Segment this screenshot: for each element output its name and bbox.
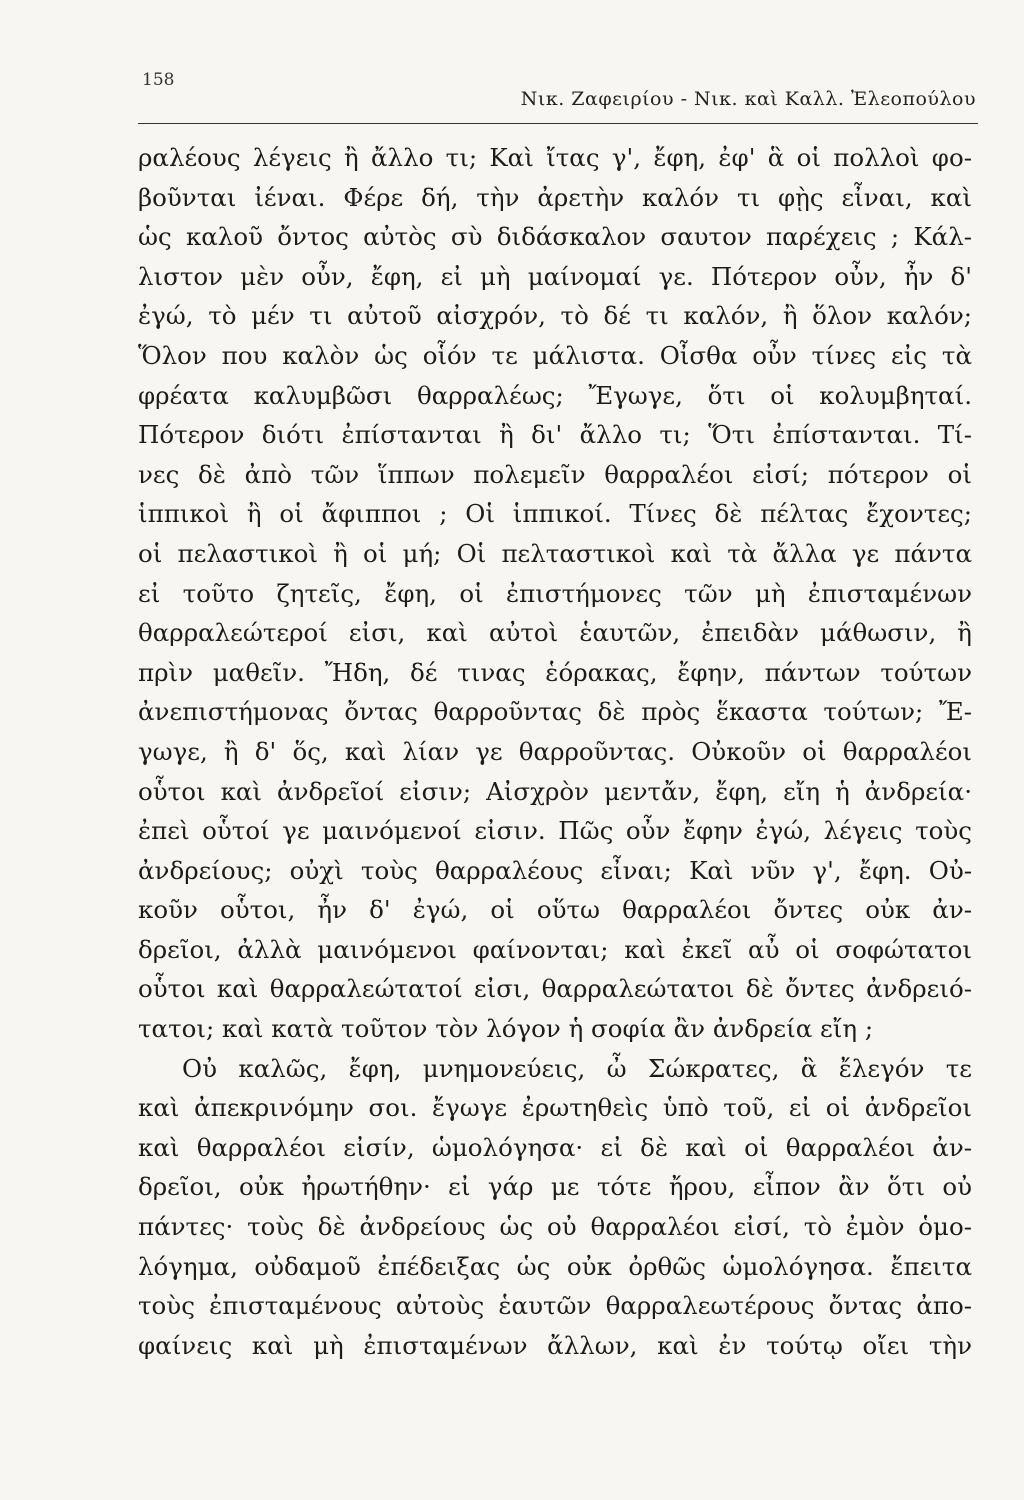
text-line: Ὅλον που καλὸν ὡς οἷόν τε μάλιστα. Οἶσθα οὖν τίνες εἰς τὰ bbox=[138, 340, 972, 370]
text-line: ἀνδρείους; οὐχὶ τοὺς θαρραλέους εἶναι; Καὶ νῦν γ', ἔφη. Οὐ- bbox=[138, 855, 972, 885]
text-line: ἐγώ, τὸ μέν τι αὐτοῦ αἰσχρόν, τὸ δέ τι καλόν, ἢ ὅλον καλόν; bbox=[138, 301, 972, 331]
text-line: ραλέους λέγεις ἢ ἄλλο τι; Καὶ ἴτας γ', ἔφη, ἐφ' ἃ οἱ πολλοὶ φο- bbox=[138, 143, 972, 172]
text-line: τοὺς ἐπισταμένους αὐτοὺς ἑαυτῶν θαρραλεωτέρους ὄντας ἀπο- bbox=[138, 1291, 972, 1321]
text-line: Πότερον διότι ἐπίστανται ἢ δι' ἄλλο τι; Ὅτι ἐπίστανται. Τί- bbox=[138, 420, 972, 450]
page-number: 158 bbox=[142, 70, 175, 90]
text-line: ἀνεπιστήμονας ὄντας θαρροῦντας δὲ πρὸς ἕκαστα τούτων; Ἔ- bbox=[138, 697, 972, 727]
text-line: καὶ ἀπεκρινόμην σοι. ἔγωγε ἐρωτηθεὶς ὑπὸ τοῦ, εἰ οἱ ἀνδρεῖοι bbox=[138, 1093, 972, 1123]
text-line: νες δὲ ἀπὸ τῶν ἵππων πολεμεῖν θαρραλέοι εἰσί; πότερον οἱ bbox=[138, 459, 972, 489]
text-line: λιστον μὲν οὖν, ἔφη, εἰ μὴ μαίνομαί γε. Πότερον οὖν, ἦν δ' bbox=[138, 261, 972, 291]
text-line: εἰ τοῦτο ζητεῖς, ἔφη, οἱ ἐπιστήμονες τῶν μὴ ἐπισταμένων bbox=[138, 578, 972, 608]
header-rule bbox=[138, 123, 978, 124]
text-line: βοῦνται ἰέναι. Φέρε δή, τὴν ἀρετὴν καλόν τι φῂς εἶναι, καὶ bbox=[138, 182, 972, 212]
text-line: ἐπεὶ οὗτοί γε μαινόμενοί εἰσιν. Πῶς οὖν ἔφην ἐγώ, λέγεις τοὺς bbox=[138, 816, 972, 846]
paragraph-end-line: τατοι; καὶ κατὰ τοῦτον τὸν λόγον ἡ σοφία ἂν ἀνδρεία εἴη ; bbox=[138, 1014, 874, 1044]
text-line: λόγημα, οὐδαμοῦ ἐπέδειξας ὡς οὐκ ὀρθῶς ὡμολόγησα. ἔπειτα bbox=[138, 1251, 972, 1281]
text-line: ἱππικοὶ ἢ οἱ ἄφιπποι ; Οἱ ἱππικοί. Τίνες δὲ πέλτας ἔχοντες; bbox=[138, 499, 972, 529]
paragraph-start-line: Οὐ καλῶς, ἔφη, μνημονεύεις, ὦ Σώκρατες, ἃ ἔλεγόν τε bbox=[182, 1053, 972, 1083]
text-line: θαρραλεώτεροί εἰσι, καὶ αὐτοὶ ἑαυτῶν, ἐπειδὰν μάθωσιν, ἢ bbox=[138, 618, 972, 648]
text-line: φρέατα καλυμβῶσι θαρραλέως; Ἔγωγε, ὅτι οἱ κολυμβηταί. bbox=[138, 380, 972, 410]
text-line: καὶ θαρραλέοι εἰσίν, ὡμολόγησα· εἰ δὲ καὶ οἱ θαρραλέοι ἀν- bbox=[138, 1132, 972, 1162]
text-line: οἱ πελαστικοὶ ἢ οἱ μή; Οἱ πελταστικοὶ καὶ τὰ ἄλλα γε πάντα bbox=[138, 538, 972, 568]
text-line: οὗτοι καὶ ἀνδρεῖοί εἰσιν; Αἰσχρὸν μεντἄν, ἔφη, εἴη ἡ ἀνδρεία· bbox=[138, 776, 972, 806]
running-head: Νικ. Ζαφειρίου - Νικ. καὶ Καλλ. Ἐλεοπούλου bbox=[520, 88, 976, 110]
text-line: δρεῖοι, ἀλλὰ μαινόμενοι φαίνονται; καὶ ἐκεῖ αὖ οἱ σοφώτατοι bbox=[138, 934, 972, 964]
text-line: γωγε, ἢ δ' ὅς, καὶ λίαν γε θαρροῦντας. Οὐκοῦν οἱ θαρραλέοι bbox=[138, 736, 972, 766]
text-line: κοῦν οὗτοι, ἦν δ' ἐγώ, οἱ οὕτω θαρραλέοι ὄντες οὐκ ἀν- bbox=[138, 895, 972, 925]
text-line: ὡς καλοῦ ὄντος αὐτὸς σὺ διδάσκαλον σαυτον παρέχεις ; Κάλ- bbox=[138, 222, 972, 252]
text-line: οὗτοι καὶ θαρραλεώτατοί εἰσι, θαρραλεώτατοι δὲ ὄντες ἀνδρειό- bbox=[138, 974, 972, 1004]
text-line: δρεῖοι, οὐκ ἠρωτήθην· εἰ γάρ με τότε ἤρου, εἶπον ἂν ὅτι οὐ bbox=[138, 1172, 972, 1202]
text-line: πάντες· τοὺς δὲ ἀνδρείους ὡς οὐ θαρραλέοι εἰσί, τὸ ἐμὸν ὁμο- bbox=[138, 1212, 972, 1242]
text-line: φαίνεις καὶ μὴ ἐπισταμένων ἄλλων, καὶ ἐν τούτῳ οἴει τὴν bbox=[138, 1330, 972, 1360]
text-line: πρὶν μαθεῖν. Ἤδη, δέ τινας ἑόρακας, ἔφην, πάντων τούτων bbox=[138, 657, 972, 687]
body-text bbox=[138, 138, 972, 1365]
